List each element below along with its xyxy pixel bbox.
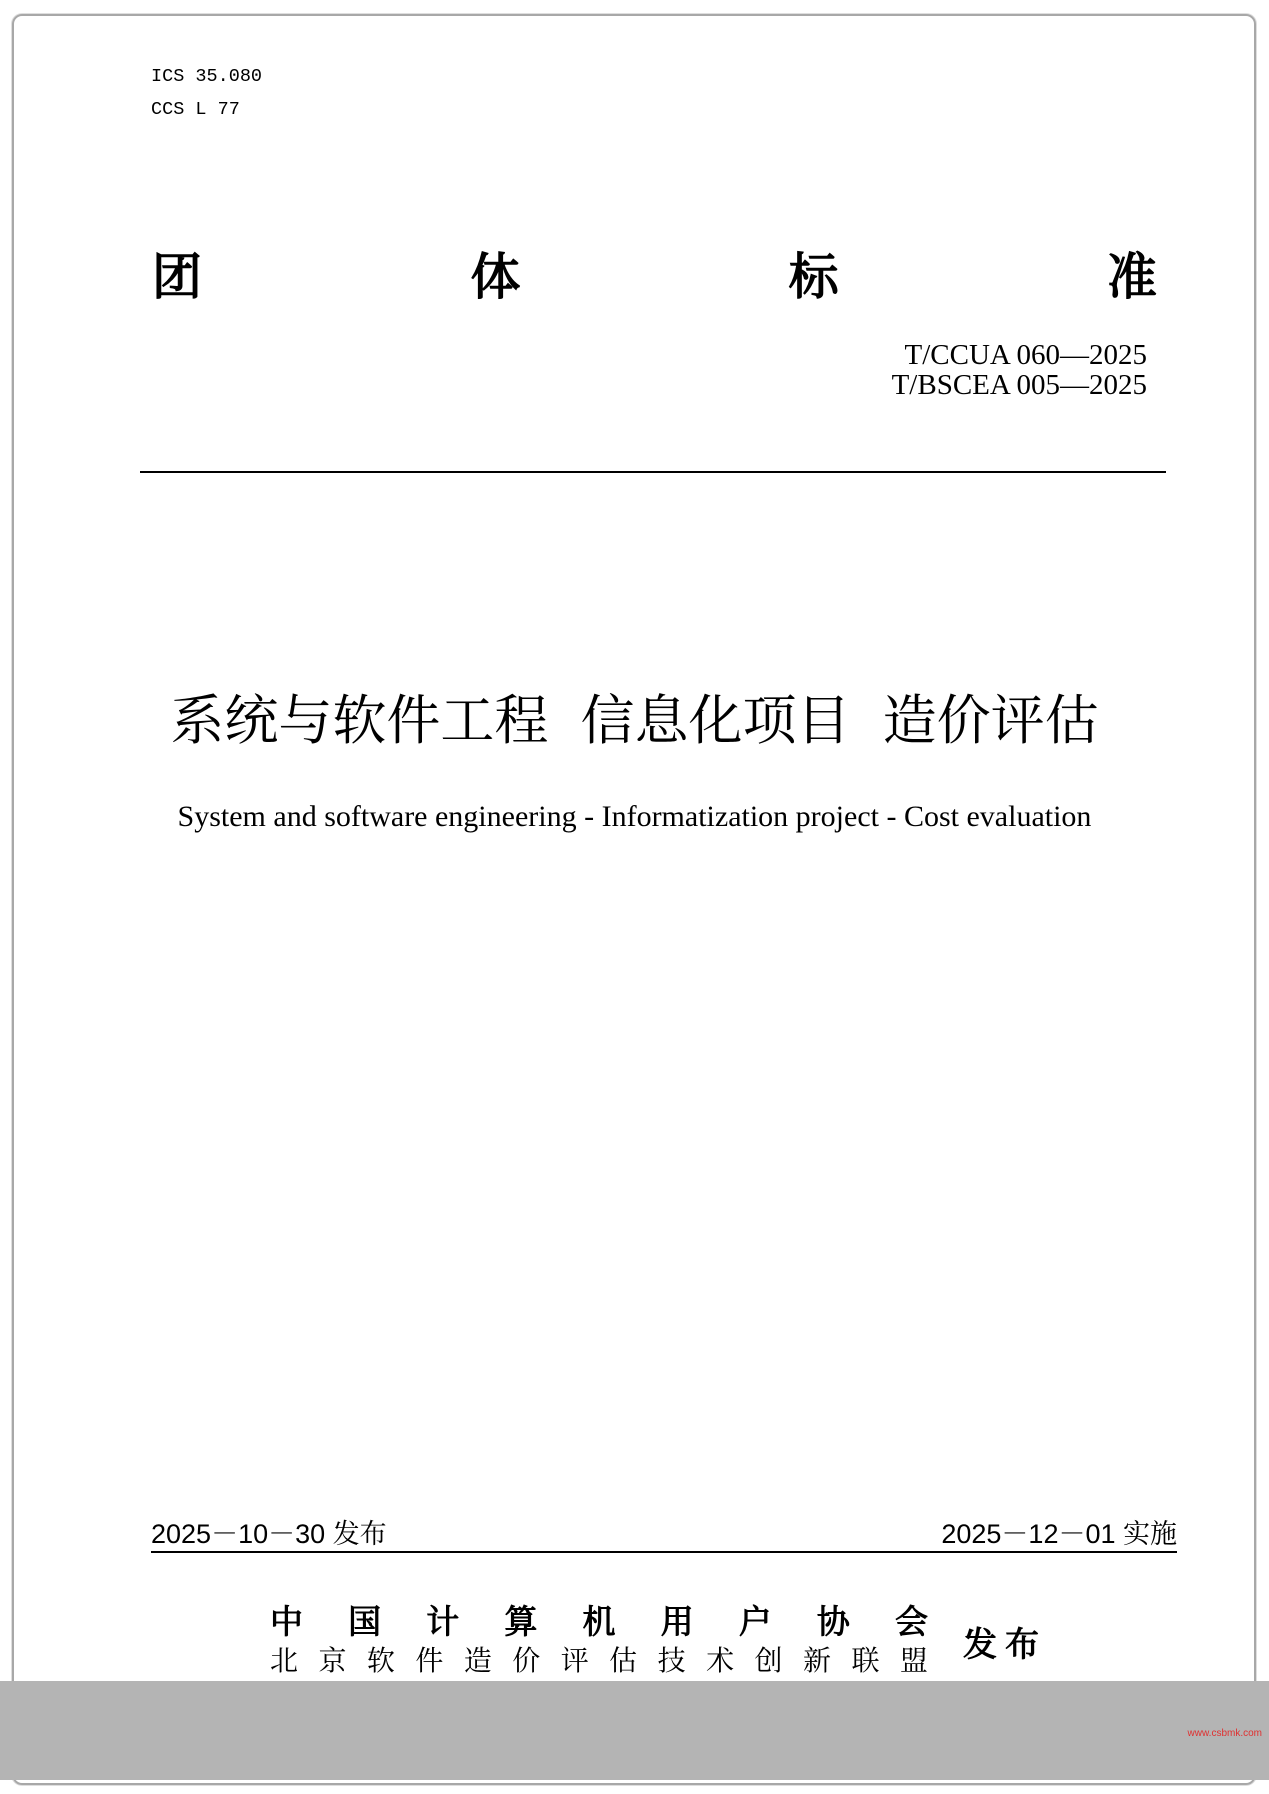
title-chinese: 系统与软件工程 信息化项目 造价评估 (170, 689, 1099, 752)
standard-number-ccua: T/CCUA 060—2025 (904, 339, 1147, 371)
publisher-char: 京 (318, 1644, 347, 1677)
publisher-char: 会 (895, 1602, 928, 1641)
publish-label: 发布 (963, 1625, 1047, 1665)
publisher-char: 盟 (899, 1644, 928, 1677)
standard-type-char: 体 (470, 248, 521, 306)
publisher-char: 协 (816, 1602, 850, 1641)
standard-numbers (892, 340, 1147, 400)
standard-type-heading (152, 248, 1157, 306)
publisher-char: 算 (504, 1602, 538, 1641)
standard-type-char: 标 (788, 248, 839, 306)
scan-gray-band (0, 1681, 1269, 1780)
publisher-char: 计 (426, 1602, 460, 1641)
publisher-char: 户 (738, 1602, 772, 1641)
ics-code: ICS 35.080 (151, 66, 263, 87)
publisher-char: 技 (657, 1644, 686, 1677)
standard-type-char: 团 (152, 248, 202, 306)
publisher-char: 中 (270, 1602, 303, 1641)
publisher-char: 软 (366, 1644, 395, 1677)
publisher-char: 联 (851, 1644, 880, 1677)
publisher-bscea (270, 1645, 928, 1677)
publisher-char: 价 (512, 1644, 541, 1677)
issue-date: 2025－10－30 发布 (151, 1519, 387, 1549)
publisher-char: 创 (754, 1644, 783, 1677)
watermark-url: www.csbmk.com (1187, 1728, 1262, 1739)
publisher-char: 新 (802, 1644, 831, 1677)
standard-number-bscea: T/BSCEA 005—2025 (891, 369, 1147, 401)
title-english: System and software engineering - Informatization project - Cost evaluation (177, 800, 1092, 833)
date-divider (151, 1551, 1177, 1553)
publisher-char: 国 (348, 1602, 382, 1641)
publisher-char: 造 (463, 1644, 492, 1677)
header-divider (140, 471, 1166, 473)
publisher-ccua (270, 1604, 928, 1640)
publisher-char: 评 (560, 1644, 589, 1677)
publisher-char: 机 (582, 1602, 616, 1641)
publisher-char: 件 (415, 1644, 444, 1677)
implementation-date: 2025－12－01 实施 (941, 1519, 1177, 1549)
ccs-code: CCS L 77 (151, 99, 240, 120)
publisher-char: 北 (270, 1644, 299, 1677)
publisher-char: 估 (609, 1644, 638, 1677)
publisher-char: 术 (706, 1644, 735, 1677)
standard-type-char: 准 (1106, 248, 1157, 306)
publisher-char: 用 (660, 1602, 694, 1641)
